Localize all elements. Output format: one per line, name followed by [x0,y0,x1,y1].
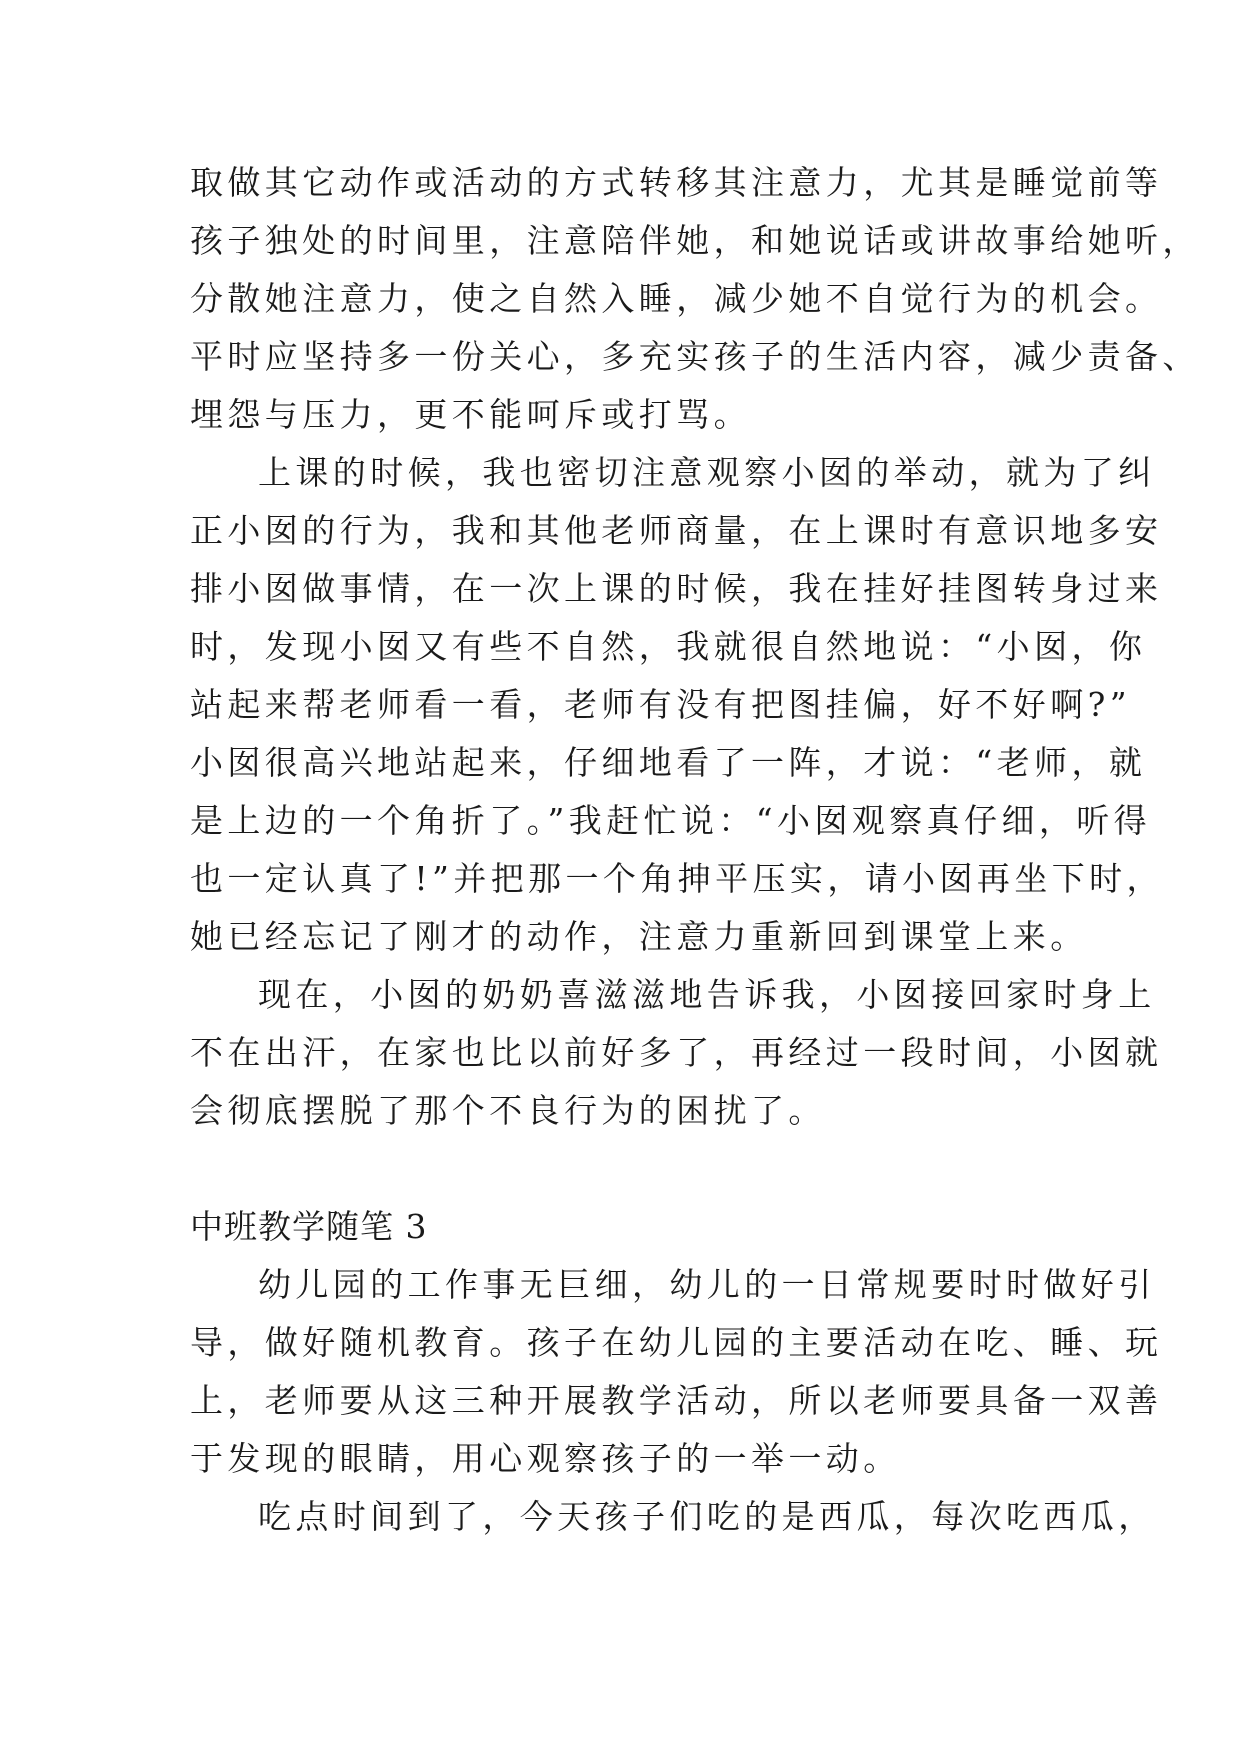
text-line: 时，发现小囡又有些不自然，我就很自然地说：“小囡，你 [190,627,1147,666]
text-line: 取做其它动作或活动的方式转移其注意力，尤其是睡觉前等 [190,163,1163,202]
paragraph-first-line: 幼儿园的工作事无巨细，幼儿的一日常规要时时做好引 [258,1265,1156,1304]
text-line: 分散她注意力，使之自然入睡，减少她不自觉行为的机会。 [190,279,1163,318]
text-line: 不在出汗，在家也比以前好多了，再经过一段时间，小囡就 [190,1033,1163,1072]
paragraph-first-line: 上课的时候，我也密切注意观察小囡的举动，就为了纠 [258,453,1156,492]
text-line: 导，做好随机教育。孩子在幼儿园的主要活动在吃、睡、玩 [190,1323,1163,1362]
text-line: 她已经忘记了刚才的动作，注意力重新回到课堂上来。 [190,917,1088,956]
text-line: 上，老师要从这三种开展教学活动，所以老师要具备一双善 [190,1381,1163,1420]
text-line: 是上边的一个角折了。”我赶忙说：“小囡观察真仔细，听得 [190,801,1152,840]
text-line: 站起来帮老师看一看，老师有没有把图挂偏，好不好啊?” [190,685,1131,724]
text-line: 孩子独处的时间里，注意陪伴她，和她说话或讲故事给她听， [190,221,1200,260]
paragraph-first-line: 吃点时间到了，今天孩子们吃的是西瓜，每次吃西瓜， [258,1497,1156,1536]
text-line: 小囡很高兴地站起来，仔细地看了一阵，才说：“老师，就 [190,743,1147,782]
text-line: 平时应坚持多一份关心，多充实孩子的生活内容，减少责备、 [190,337,1200,376]
text-line: 排小囡做事情，在一次上课的时候，我在挂好挂图转身过来 [190,569,1163,608]
text-line: 埋怨与压力，更不能呵斥或打骂。 [190,395,751,434]
section-heading: 中班教学随笔 3 [190,1207,428,1246]
paragraph-first-line: 现在，小囡的奶奶喜滋滋地告诉我，小囡接回家时身上 [258,975,1156,1014]
text-line: 于发现的眼睛，用心观察孩子的一举一动。 [190,1439,901,1478]
text-line: 也一定认真了!”并把那一个角抻平压实，请小囡再坐下时， [190,859,1164,898]
text-line: 会彻底摆脱了那个不良行为的困扰了。 [190,1091,826,1130]
text-line: 正小囡的行为，我和其他老师商量，在上课时有意识地多安 [190,511,1163,550]
